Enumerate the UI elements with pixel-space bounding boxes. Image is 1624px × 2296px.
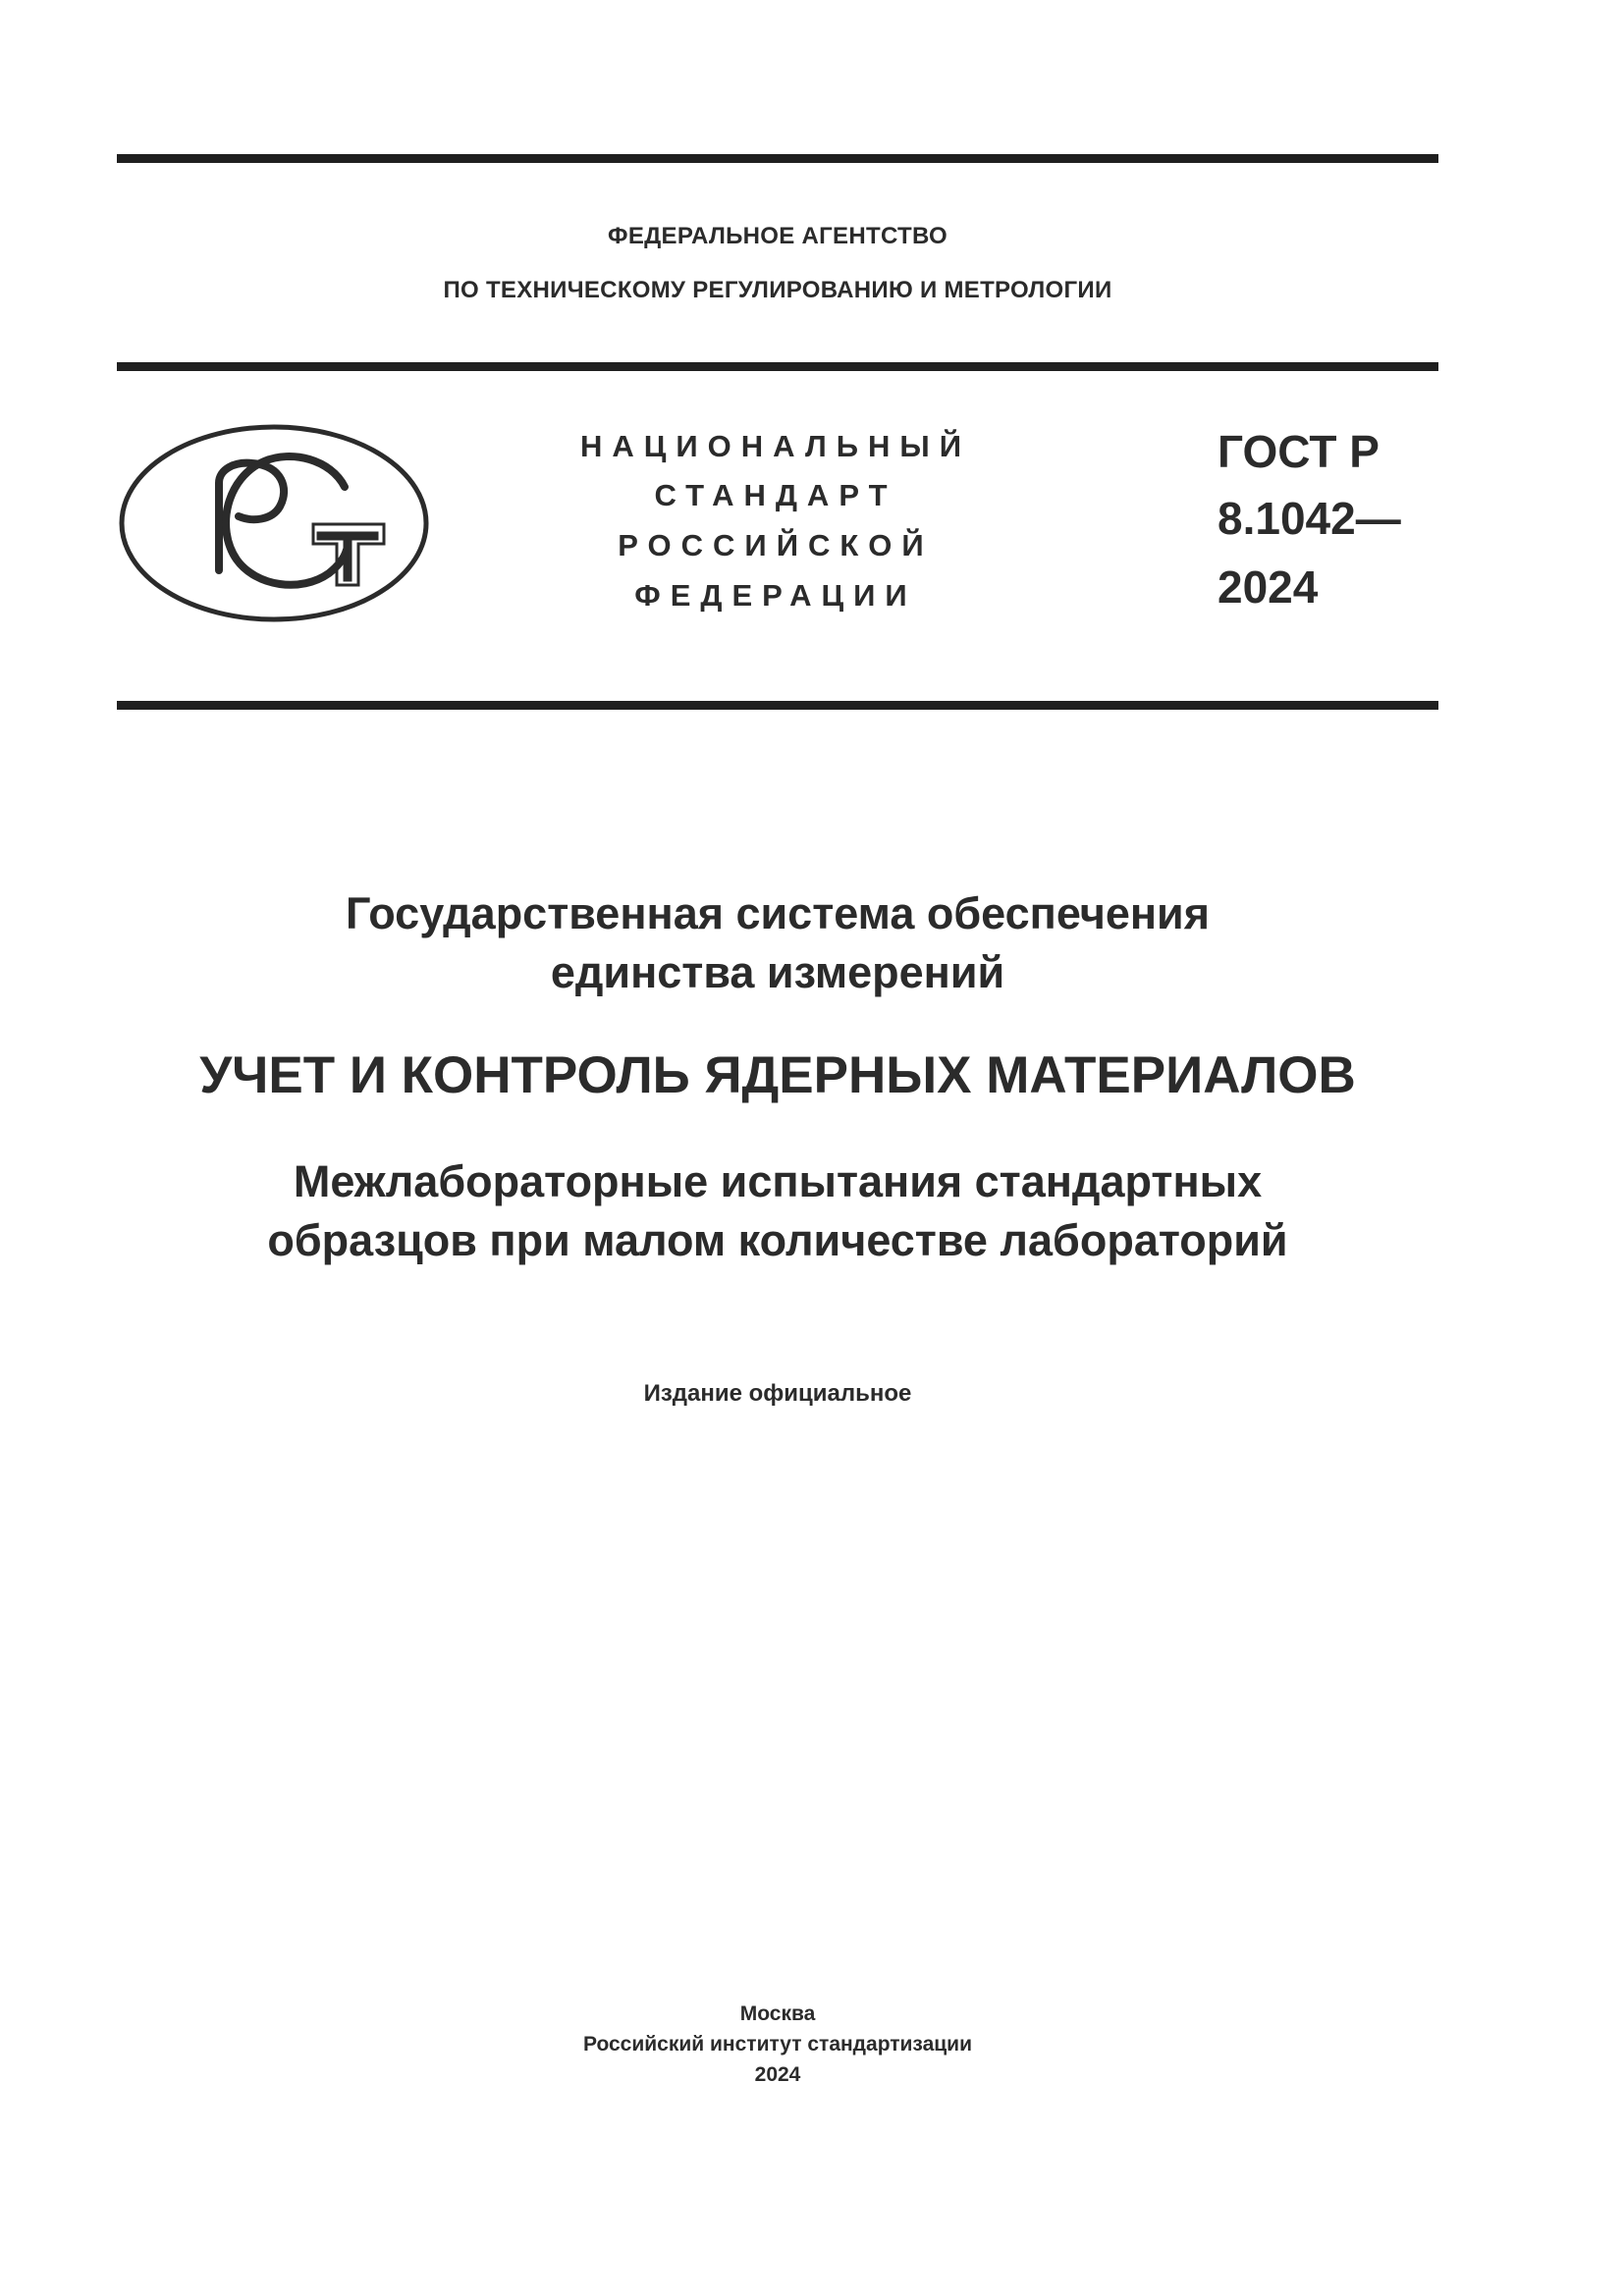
- national-standard-line-3: РОССИЙСКОЙ: [618, 528, 934, 562]
- system-title-line-1: Государственная система обеспечения: [346, 888, 1210, 938]
- national-standard-line-4: ФЕДЕРАЦИИ: [634, 578, 917, 613]
- national-standard-line-1: НАЦИОНАЛЬНЫЙ: [579, 429, 972, 463]
- main-title: УЧЕТ И КОНТРОЛЬ ЯДЕРНЫХ МАТЕРИАЛОВ: [199, 1046, 1356, 1104]
- header-bottom-rule: [117, 362, 1438, 371]
- national-standard-line-2: СТАНДАРТ: [654, 478, 897, 512]
- imprint-publisher: Российский институт стандартизации: [582, 2033, 973, 2056]
- top-rule: [117, 154, 1438, 163]
- gost-designation-line-1: ГОСТ Р: [1218, 426, 1380, 477]
- gost-designation-line-2: 8.1042—: [1218, 493, 1401, 544]
- rst-logo-icon: [117, 420, 431, 626]
- imprint-city: Москва: [739, 2002, 816, 2025]
- agency-line-1: ФЕДЕРАЛЬНОЕ АГЕНТСТВО: [608, 223, 947, 249]
- imprint-year: 2024: [754, 2063, 801, 2086]
- system-title-line-2: единства измерений: [550, 947, 1005, 997]
- subtitle-line-2: образцов при малом количестве лабораторий: [267, 1215, 1288, 1265]
- edition-label: Издание официальное: [643, 1380, 912, 1407]
- agency-line-2: ПО ТЕХНИЧЕСКОМУ РЕГУЛИРОВАНИЮ И МЕТРОЛОГИИ: [443, 277, 1112, 303]
- gost-designation-line-3: 2024: [1218, 561, 1319, 613]
- subtitle-line-1: Межлабораторные испытания стандартных: [293, 1156, 1263, 1206]
- standard-block-bottom-rule: [117, 701, 1438, 710]
